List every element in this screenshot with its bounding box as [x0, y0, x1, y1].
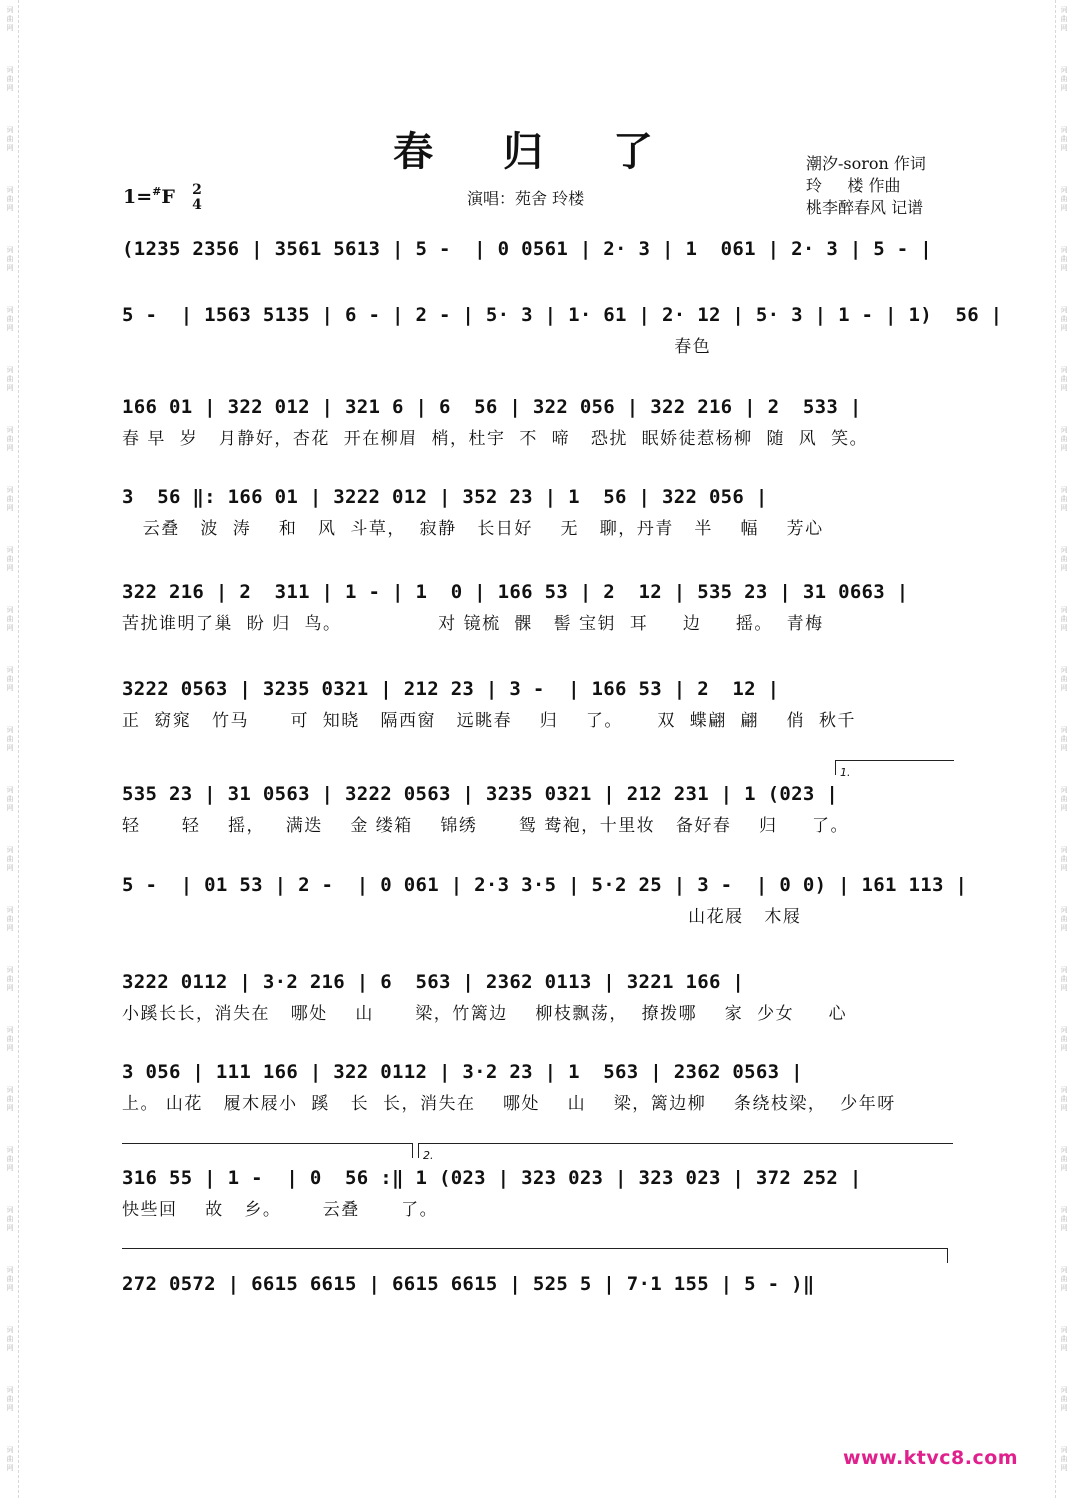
notation-line: 3 056 | 111 166 | 322 0112 | 3·2 23 | 1 563 | 2362 0563 |	[122, 1061, 803, 1083]
watermark-text: 词 曲 网	[6, 606, 14, 632]
second-ending-bracket: 2.	[418, 1143, 953, 1158]
lyric-line: 苦扰谁明了巢 盼 归 鸟。 对 镜梳 髁 髻 宝钥 耳 边 摇。 青梅	[122, 614, 824, 634]
notation-line: 5 - | 1563 5135 | 6 - | 2 - | 5· 3 | 1· 61 | 2· 12 | 5· 3 | 1 - | 1) 56 |	[122, 304, 1003, 326]
score-system-2	[122, 302, 1003, 358]
notation-line: 535 23 | 31 0563 | 3222 0563 | 3235 0321 | 212 231 | 1 (023 |	[122, 783, 839, 805]
watermark-text: 词 曲 网	[1060, 126, 1068, 152]
notation-line: 5 - | 01 53 | 2 - | 0 061 | 2·3 3·5 | 5·2 25 | 3 - | 0 0) | 161 113 |	[122, 874, 968, 896]
score-system-4	[122, 484, 954, 540]
watermark-text: 词 曲 网	[6, 306, 14, 332]
watermark-text: 词 曲 网	[1060, 426, 1068, 452]
lyricist-credit: 潮汐-soron 作词	[806, 154, 926, 173]
watermark-text: 词 曲 网	[6, 1146, 14, 1172]
lyric-line: 正 窈窕 竹马 可 知晓 隔西窗 远眺春 归 了。 双 蝶翩 翩 俏 秋千	[122, 711, 856, 731]
watermark-text: 词 曲 网	[1060, 486, 1068, 512]
watermark-text: 词 曲 网	[1060, 246, 1068, 272]
score-system-11	[122, 1165, 954, 1221]
score-system-5	[122, 579, 954, 635]
first-ending-continuation	[122, 1143, 413, 1158]
notation-line: 3222 0112 | 3·2 216 | 6 563 | 2362 0113 | 3221 166 |	[122, 971, 745, 993]
watermark-text: 词 曲 网	[1060, 1146, 1068, 1172]
notation-line: (1235 2356 | 3561 5613 | 5 - | 0 0561 | 2· 3 | 1 061 | 2· 3 | 5 - |	[122, 238, 932, 260]
watermark-text: 词 曲 网	[1060, 1026, 1068, 1052]
notation-line: 3 56 ‖: 166 01 | 3222 012 | 352 23 | 1 56 | 322 056 |	[122, 486, 768, 508]
score-system-3	[122, 394, 954, 450]
score-system-9	[122, 969, 954, 1025]
song-title: 春 归 了	[393, 128, 681, 175]
watermark-text: 词 曲 网	[1060, 1266, 1068, 1292]
score-system-10	[122, 1059, 954, 1115]
watermark-text: 词 曲 网	[6, 546, 14, 572]
score-system-12	[122, 1271, 954, 1327]
notation-line: 322 216 | 2 311 | 1 - | 1 0 | 166 53 | 2 12 | 535 23 | 31 0663 |	[122, 581, 909, 603]
watermark-text: 词 曲 网	[6, 1446, 14, 1472]
watermark-text: 词 曲 网	[1060, 1086, 1068, 1112]
watermark-text: 词 曲 网	[6, 186, 14, 212]
second-ending-continuation	[122, 1248, 948, 1249]
watermark-text: 词 曲 网	[1060, 666, 1068, 692]
watermark-text: 词 曲 网	[6, 1386, 14, 1412]
score-system-1	[122, 236, 954, 292]
lyric-line: 山花屐 木屐	[122, 907, 802, 927]
notation-line: 166 01 | 322 012 | 321 6 | 6 56 | 322 056 | 322 216 | 2 533 |	[122, 396, 862, 418]
watermark-text: 词 曲 网	[6, 1206, 14, 1232]
watermark-text: 词 曲 网	[6, 66, 14, 92]
watermark-text: 词 曲 网	[6, 126, 14, 152]
watermark-text: 词 曲 网	[6, 1086, 14, 1112]
watermark-text: 词 曲 网	[1060, 66, 1068, 92]
watermark-text: 词 曲 网	[6, 906, 14, 932]
first-ending-bracket: 1.	[835, 760, 954, 775]
watermark-text: 词 曲 网	[1060, 1326, 1068, 1352]
watermark-text: 词 曲 网	[6, 426, 14, 452]
notation-line: 272 0572 | 6615 6615 | 6615 6615 | 525 5 | 7·1 155 | 5 - )‖	[122, 1273, 815, 1295]
notation-line: 316 55 | 1 - | 0 56 :‖ 1 (023 | 323 023 | 323 023 | 372 252 |	[122, 1167, 862, 1189]
lyric-line: 快些回 故 乡。 云叠 了。	[122, 1200, 439, 1220]
score-system-6	[122, 676, 954, 732]
lyric-line: 小蹊长长，消失在 哪处 山 梁，竹篱边 柳枝飘荡， 撩拨哪 家 少女 心	[122, 1004, 848, 1024]
watermark-text: 词 曲 网	[1060, 846, 1068, 872]
watermark-text: 词 曲 网	[6, 786, 14, 812]
score-system-8	[122, 872, 968, 928]
watermark-text: 词 曲 网	[1060, 906, 1068, 932]
lyric-line: 轻 轻 摇， 满迭 金 缕箱 锦绣 鸳 鸯袍，十里妆 备好春 归 了。	[122, 816, 850, 836]
watermark-text: 词 曲 网	[1060, 1206, 1068, 1232]
time-signature-top: 2	[192, 182, 202, 198]
watermark-text: 词 曲 网	[6, 1266, 14, 1292]
watermark-text: 词 曲 网	[1060, 306, 1068, 332]
watermark-text: 词 曲 网	[1060, 726, 1068, 752]
watermark-text: 词 曲 网	[1060, 366, 1068, 392]
watermark-text: 词 曲 网	[6, 1326, 14, 1352]
watermark-text: 词 曲 网	[1060, 186, 1068, 212]
watermark-text: 词 曲 网	[6, 366, 14, 392]
lyric-line: 云叠 波 涛 和 风 斗草， 寂静 长日好 无 聊，丹青 半 幅 芳心	[122, 519, 824, 539]
lyric-line: 春 早 岁 月静好，杏花 开在柳眉 梢，杜宇 不 啼 恐扰 眠娇徒惹杨柳 随 风 笑。	[122, 429, 869, 449]
lyric-line: 上。 山花 履木屐小 蹊 长 长，消失在 哪处 山 梁，篱边柳 条绕枝梁， 少年呀	[122, 1094, 896, 1114]
watermark-text: 词 曲 网	[1060, 1386, 1068, 1412]
watermark-text: 词 曲 网	[6, 726, 14, 752]
lyric-line: 春色	[122, 337, 712, 357]
watermark-text: 词 曲 网	[1060, 606, 1068, 632]
time-signature-bottom: 4	[192, 197, 202, 213]
transcriber-credit: 桃李醉春风 记谱	[806, 198, 924, 217]
watermark-text: 词 曲 网	[6, 666, 14, 692]
composer-credit: 玲 楼 作曲	[806, 176, 901, 195]
watermark-text: 词 曲 网	[6, 486, 14, 512]
watermark-text: 词 曲 网	[6, 6, 14, 32]
lyric-line	[122, 1305, 954, 1327]
watermark-text: 词 曲 网	[6, 246, 14, 272]
notation-line: 3222 0563 | 3235 0321 | 212 23 | 3 - | 166 53 | 2 12 |	[122, 678, 780, 700]
watermark-text: 词 曲 网	[1060, 6, 1068, 32]
key-signature: 1=#F	[123, 185, 175, 208]
credits-block	[806, 153, 926, 219]
score-system-7	[122, 781, 954, 837]
watermark-text: 词 曲 网	[6, 1026, 14, 1052]
watermark-text: 词 曲 网	[1060, 546, 1068, 572]
watermark-text: 词 曲 网	[6, 846, 14, 872]
time-signature	[186, 183, 208, 213]
watermark-text: 词 曲 网	[1060, 966, 1068, 992]
watermark-text: 词 曲 网	[1060, 786, 1068, 812]
singer-credit: 演唱：苑舍 玲楼	[467, 189, 585, 208]
watermark-text: 词 曲 网	[1060, 1446, 1068, 1472]
site-url-footer: www.ktvc8.com	[843, 1447, 1019, 1469]
lyric-line	[122, 270, 954, 292]
watermark-text: 词 曲 网	[6, 966, 14, 992]
